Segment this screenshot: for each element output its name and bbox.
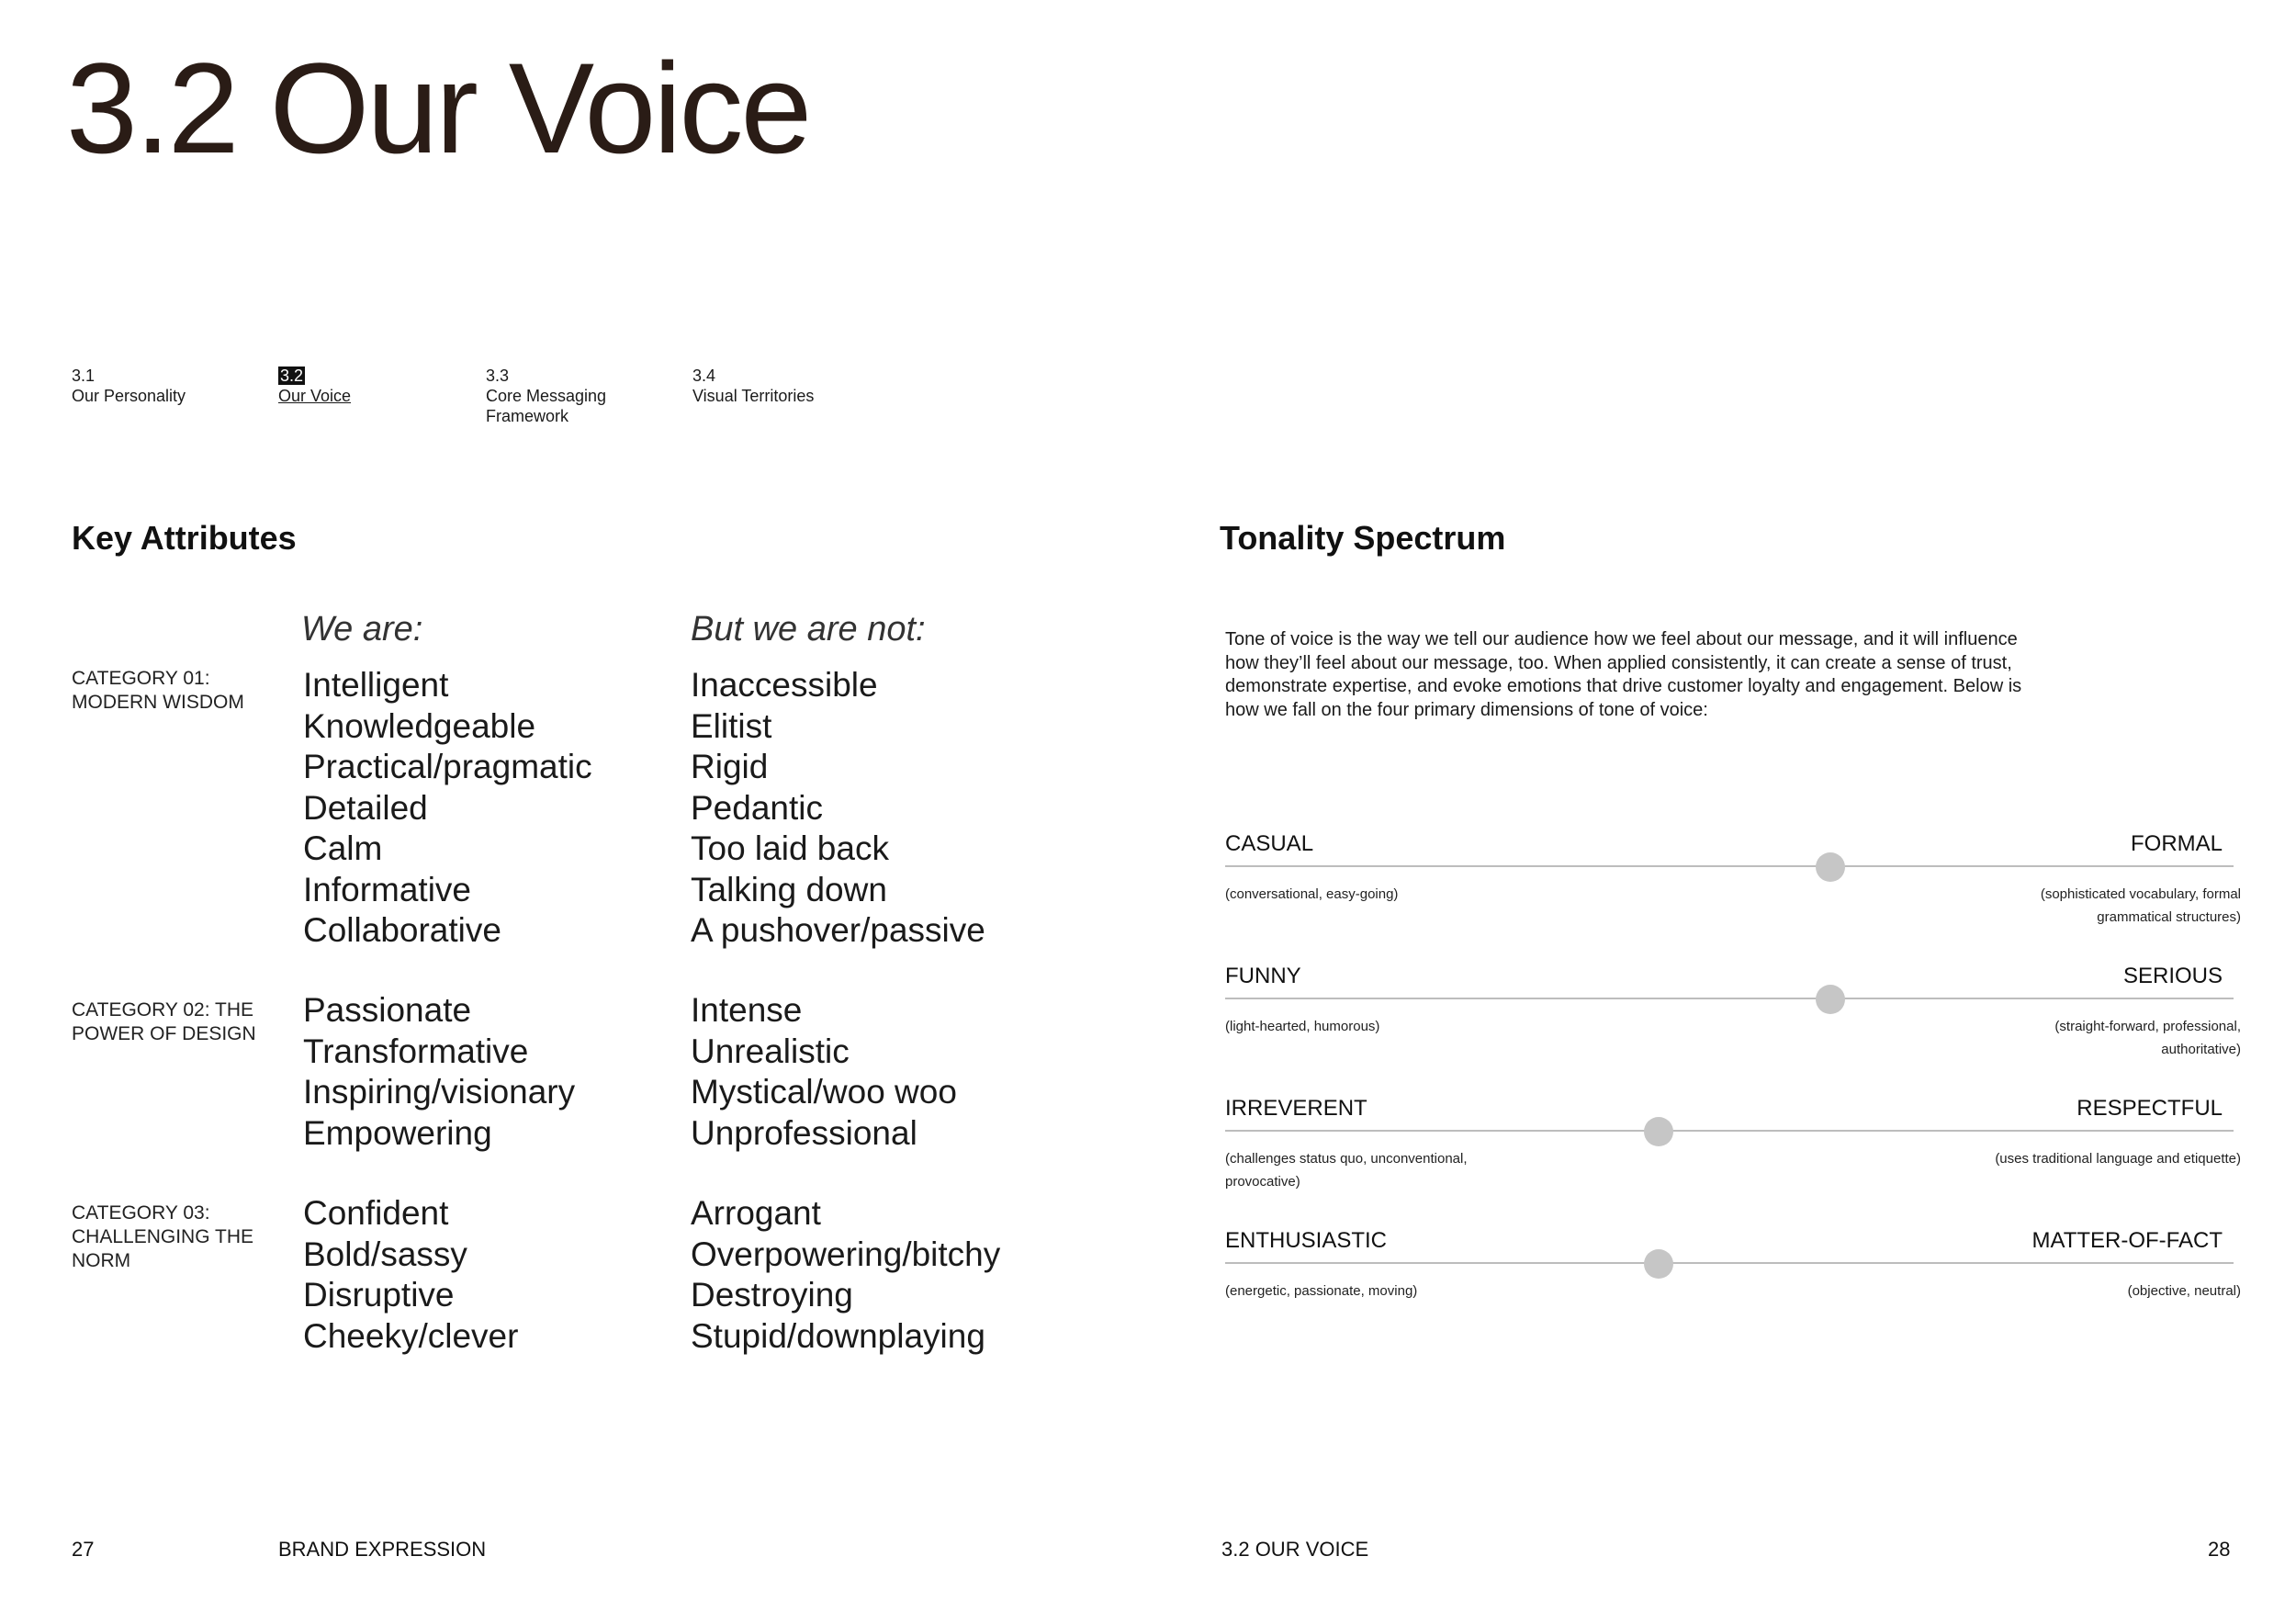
left-page-number: 27 [72,1538,95,1561]
nav-item-visual-territories[interactable] [692,366,814,406]
nav-number: 3.3 [486,367,510,385]
dimension-left-label: IRREVERENT [1225,1096,1367,1121]
dimension-right-label: RESPECTFUL [2077,1096,2223,1121]
attribute-word: Stupid/downplaying [691,1316,985,1355]
attribute-word: Talking down [691,870,887,908]
dimension-right-description: (uses traditional language and etiquette) [1995,1151,2241,1167]
nav-label: Core Messaging Framework [486,387,607,425]
spectrum-track [1225,998,2234,999]
nav-number: 3.1 [72,367,96,385]
attribute-word: Informative [303,870,472,908]
dimension-left-description: (energetic, passionate, moving) [1225,1283,1418,1299]
attribute-word: A pushover/passive [691,911,985,949]
spectrum-marker [1644,1249,1673,1279]
dimension-left-label: ENTHUSIASTIC [1225,1228,1388,1253]
nav-label: Visual Territories [692,387,815,405]
dimension-left-label: CASUAL [1225,831,1314,856]
spectrum-track [1225,1262,2234,1264]
attribute-word: Intense [691,991,803,1029]
attribute-word: Practical/pragmatic [303,748,592,785]
dimension-left-description: (challenges status quo, unconventional, provocative) [1225,1151,1468,1190]
attribute-word: Cheeky/clever [303,1316,519,1355]
attribute-word: Transformative [303,1032,529,1070]
attribute-word: Mystical/woo woo [691,1073,957,1111]
tone-dimension-irreverent-respectful [1225,1096,2241,1206]
category-label: CATEGORY 02: THE POWER OF DESIGN [72,999,256,1044]
we-are-list [303,990,575,1154]
we-are-not-heading: But we are not: [691,610,926,648]
attribute-word: Disruptive [303,1276,455,1314]
spectrum-track [1225,865,2234,867]
key-attributes-heading: Key Attributes [72,519,297,557]
right-footer-section: 3.2 OUR VOICE [1221,1538,1369,1561]
attribute-word: Intelligent [303,666,449,704]
spectrum-marker [1816,985,1845,1014]
attribute-word: Rigid [691,748,769,785]
attribute-word: Confident [303,1194,449,1232]
nav-item-our-voice[interactable] [278,366,351,406]
right-page-number: 28 [2208,1538,2231,1561]
we-are-list [303,1193,518,1357]
category-label: CATEGORY 01: MODERN WISDOM [72,668,244,713]
attribute-word: Pedantic [691,788,823,827]
attribute-word: Empowering [303,1113,492,1152]
tone-dimension-funny-serious [1225,964,2241,1074]
dimension-right-label: FORMAL [2130,831,2223,856]
we-are-list [303,665,592,952]
attribute-word: Knowledgeable [303,706,536,745]
page-title: 3.2 Our Voice [66,36,810,180]
attribute-word: Collaborative [303,911,501,949]
attribute-word: Destroying [691,1276,853,1314]
dimension-right-description: (objective, neutral) [2127,1283,2241,1299]
attribute-word: Calm [303,829,383,867]
dimension-left-label: FUNNY [1225,964,1301,988]
attribute-word: Bold/sassy [303,1235,467,1273]
nav-item-core-messaging-framework[interactable] [486,366,624,426]
spectrum-marker [1816,852,1845,882]
tone-dimension-enthusiastic-matter-of-fact [1225,1228,2241,1338]
we-are-not-list [691,665,985,952]
attribute-word: Inspiring/visionary [303,1073,576,1111]
tone-dimension-casual-formal [1225,831,2241,942]
dimension-left-description: (light-hearted, humorous) [1225,1019,1380,1034]
we-are-not-list [691,990,957,1154]
tonality-spectrum-heading: Tonality Spectrum [1220,519,1506,557]
attribute-word: Unprofessional [691,1113,917,1152]
attribute-word: Unrealistic [691,1032,850,1070]
nav-item-our-personality[interactable] [72,366,186,406]
spectrum-track [1225,1130,2234,1132]
nav-label: Our Personality [72,387,186,405]
nav-number: 3.2 [280,367,304,385]
attribute-word: Detailed [303,788,428,827]
attribute-word: Elitist [691,706,772,745]
dimension-right-label: SERIOUS [2122,964,2223,988]
we-are-heading: We are: [301,610,423,648]
nav-number: 3.4 [692,367,716,385]
dimension-left-description: (conversational, easy-going) [1225,886,1399,902]
dimension-right-label: MATTER-OF-FACT [2032,1228,2223,1253]
spectrum-marker [1644,1117,1673,1146]
we-are-not-list [691,1193,1000,1357]
attribute-word: Arrogant [691,1194,821,1232]
attribute-word: Overpowering/bitchy [691,1235,1001,1273]
tonality-intro-paragraph: Tone of voice is the way we tell our audience how we feel about our message, and it will influence how they’ll feel about our message, too. When applied consistently, it can create a sense of trust, demonstrate expertise, and evoke emotions that drive customer loyalty and engagement. Below is how we fall on the four primary dimensions of tone of voice: [1225,629,2022,720]
attribute-word: Passionate [303,991,472,1029]
dimension-right-description: (straight-forward, professional, authoritative) [2054,1019,2241,1057]
attribute-word: Inaccessible [691,666,878,704]
left-footer-section: BRAND EXPRESSION [278,1538,487,1561]
attribute-word: Too laid back [691,829,889,867]
dimension-right-description: (sophisticated vocabulary, formal grammatical structures) [2040,886,2241,925]
nav-label: Our Voice [278,387,352,405]
category-label: CATEGORY 03: CHALLENGING THE NORM [72,1202,253,1271]
